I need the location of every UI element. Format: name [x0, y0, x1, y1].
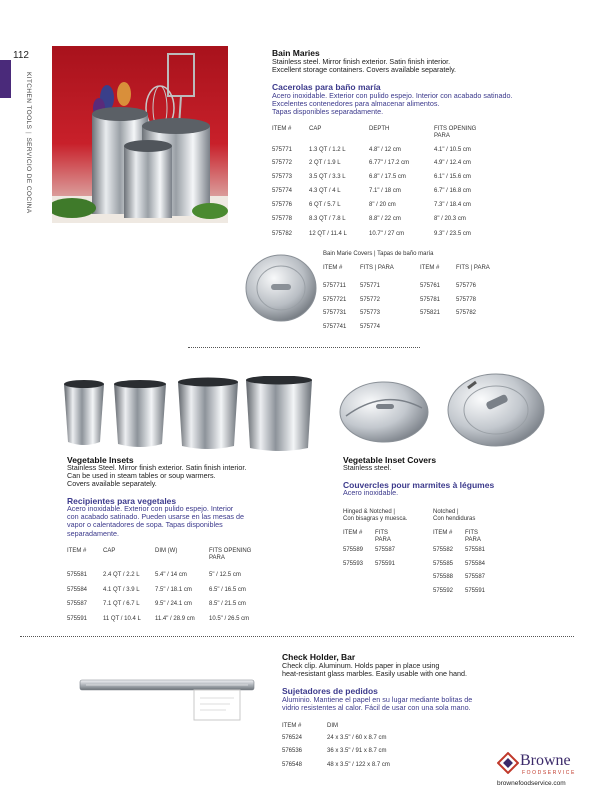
- vegetable-inset-covers-title: Vegetable Inset Covers: [343, 455, 437, 465]
- table-cell: 575772: [360, 297, 381, 303]
- browne-logo-name: Browne: [520, 752, 571, 769]
- description-line: separadamente.: [67, 528, 119, 538]
- table-cell: 7.1" / 18 cm: [369, 188, 401, 194]
- table-cell: 576524: [282, 735, 303, 741]
- column-header-line: FITS: [375, 530, 388, 536]
- covers-title: Bain Marie Covers | Tapas de baño maría: [323, 251, 434, 257]
- column-header-line: PARA: [375, 537, 391, 543]
- table-cell: 575581: [465, 547, 486, 553]
- column-header: [434, 126, 476, 140]
- table-cell: 4.3 QT / 4 L: [309, 188, 341, 194]
- bain-maries-title-es: Cacerolas para baño maría: [272, 82, 381, 92]
- group-header-line: Hinged & Notched |: [343, 509, 395, 515]
- table-cell: 7.5" / 18.1 cm: [155, 587, 192, 593]
- column-header: ITEM #: [420, 265, 440, 271]
- table-cell: 11 QT / 10.4 L: [103, 616, 141, 622]
- divider: [188, 347, 420, 348]
- table-cell: 10.5" / 26.5 cm: [209, 616, 250, 622]
- group-header-hinged: [343, 509, 407, 523]
- table-cell: 575587: [465, 574, 486, 580]
- column-header: ITEM #: [272, 126, 292, 132]
- table-cell: 575773: [360, 310, 381, 316]
- bain-maries-description-es: [272, 92, 513, 117]
- column-header: ITEM #: [282, 723, 302, 729]
- vegetable-inset-covers-table: [343, 509, 543, 599]
- vegetable-insets-title: Vegetable Insets: [67, 455, 134, 465]
- column-header: CAP: [103, 548, 116, 554]
- table-cell: 575821: [420, 310, 441, 316]
- column-header: ITEM #: [323, 265, 343, 271]
- table-cell: 575781: [420, 297, 441, 303]
- table-cell: 575782: [456, 310, 477, 316]
- table-cell: 5757711: [323, 283, 346, 289]
- column-header-line: PARA: [465, 537, 481, 543]
- column-header-line: FITS OPENING: [209, 548, 252, 554]
- check-holder-description: [282, 662, 467, 678]
- column-header-line: PARA: [434, 133, 450, 139]
- description-line: vidrio resistentes al calor. Fácil de usar con una sola mano.: [282, 703, 471, 713]
- table-cell: 575591: [465, 588, 486, 594]
- table-cell: 2 QT / 1.9 L: [309, 160, 341, 166]
- description-line: Covers available separately.: [67, 479, 157, 489]
- page-number: 112: [13, 50, 29, 61]
- table-cell: 5.4" / 14 cm: [155, 572, 187, 578]
- browne-logo-icon: [497, 752, 519, 774]
- table-cell: 36 x 3.5" / 91 x 8.7 cm: [327, 748, 387, 754]
- description-line: Excellent storage containers. Covers available separately.: [272, 65, 457, 75]
- description-line: con acabado satinado. Pueden usarse en las mesas de: [67, 512, 245, 522]
- vegetable-inset-covers-title-es: Couvercles pour marmites à légumes: [343, 480, 495, 490]
- vegetable-insets-description-es: [67, 505, 244, 538]
- group-header-line: Con hendiduras: [433, 516, 476, 522]
- vegetable-insets-table: [67, 548, 297, 628]
- vegetable-insets-title-es: Recipientes para vegetales: [67, 496, 177, 506]
- vegetable-insets-photo: [60, 376, 314, 454]
- check-holder-table: [282, 723, 482, 773]
- browne-logo-subtitle: FOODSERVICE: [522, 770, 576, 776]
- vegetable-inset-covers-description-es: Acero inoxidable.: [343, 488, 399, 497]
- table-cell: 575771: [272, 147, 293, 153]
- column-header-line: FITS OPENING: [434, 126, 477, 132]
- table-cell: 576536: [282, 748, 303, 754]
- table-cell: 575761: [420, 283, 441, 289]
- inset-small: [64, 380, 104, 445]
- table-cell: 4.9" / 12.4 cm: [434, 160, 471, 166]
- table-cell: 575592: [433, 588, 454, 594]
- description-line: Tapas disponibles separadamente.: [272, 107, 384, 117]
- column-header: [209, 548, 251, 562]
- description-line: heat-resistant glass marbles. Easily usable with one hand.: [282, 669, 467, 679]
- section-label: [25, 72, 32, 214]
- check-holder-title: Check Holder, Bar: [282, 652, 356, 662]
- table-cell: 2.4 QT / 2.2 L: [103, 572, 140, 578]
- table-cell: 48 x 3.5" / 122 x 8.7 cm: [327, 762, 390, 768]
- table-cell: 575776: [272, 202, 293, 208]
- table-cell: 5757741: [323, 324, 347, 330]
- description-line: Stainless Steel. Mirror finish exterior. Satin finish interior.: [67, 463, 247, 472]
- column-header: CAP: [309, 126, 322, 132]
- column-header: DEPTH: [369, 126, 390, 132]
- table-cell: 12 QT / 11.4 L: [309, 231, 347, 237]
- table-cell: 6.7" / 16.8 cm: [434, 188, 471, 194]
- description-line: vapor o calentadores de sopa. Tapas disponibles: [67, 520, 223, 530]
- table-cell: 24 x 3.5" / 60 x 8.7 cm: [327, 735, 387, 741]
- table-cell: 3.5 QT / 3.3 L: [309, 174, 346, 180]
- check-holder-title-es: Sujetadores de pedidos: [282, 686, 378, 696]
- group-header-line: Notched |: [433, 509, 459, 515]
- description-line: Excelentes contenedores para almacenar alimentos.: [272, 99, 440, 109]
- section-separator: |: [25, 132, 32, 135]
- table-cell: 575581: [67, 572, 88, 578]
- table-cell: 575771: [360, 283, 381, 289]
- table-cell: 575593: [343, 561, 364, 567]
- table-cell: 575588: [433, 574, 454, 580]
- description-line: Acero inoxidable. Exterior con pulido espejo. Interior con acabado satinado.: [272, 91, 513, 100]
- check-holder-photo: [78, 670, 256, 722]
- table-cell: 575591: [375, 561, 396, 567]
- table-cell: 9.5" / 24.1 cm: [155, 601, 192, 607]
- bain-marie-cover-photo: [244, 250, 319, 325]
- table-cell: 5757721: [323, 297, 347, 303]
- bain-maries-table: [272, 126, 572, 246]
- column-header-line: FITS: [465, 530, 478, 536]
- table-cell: 1.3 QT / 1.2 L: [309, 147, 346, 153]
- table-cell: 575778: [456, 297, 477, 303]
- vegetable-inset-covers-photo: [336, 368, 548, 452]
- description-line: Aluminio. Mantiene el papel en su lugar mediante bolitas de: [282, 695, 473, 704]
- bain-marie-covers-table: [323, 265, 523, 335]
- table-cell: 575774: [360, 324, 381, 330]
- website-url: brownefoodservice.com: [497, 780, 566, 787]
- column-header: ITEM #: [343, 530, 363, 536]
- divider: [20, 636, 574, 637]
- table-cell: 575774: [272, 188, 293, 194]
- table-cell: 575776: [456, 283, 477, 289]
- description-line: Can be used in steam tables or soup warmers.: [67, 471, 216, 481]
- table-cell: 5757731: [323, 310, 347, 316]
- vegetable-insets-description: [67, 464, 246, 489]
- table-cell: 8.5" / 21.5 cm: [209, 601, 246, 607]
- table-cell: 7.1 QT / 6.7 L: [103, 601, 140, 607]
- table-cell: 10.7" / 27 cm: [369, 231, 405, 237]
- bain-marie-photo: [52, 46, 228, 223]
- table-cell: 4.1" / 10.5 cm: [434, 147, 471, 153]
- description-line: Stainless steel. Mirror finish exterior. Satin finish interior.: [272, 57, 451, 66]
- section-tab: [0, 60, 11, 98]
- column-header: [465, 530, 481, 544]
- description-line: Acero inoxidable. Exterior con pulido espejo. Interior: [67, 504, 234, 513]
- table-cell: 5" / 12.5 cm: [209, 572, 241, 578]
- table-cell: 575587: [375, 547, 396, 553]
- table-cell: 575585: [433, 561, 454, 567]
- table-cell: 575584: [465, 561, 486, 567]
- column-header: FITS | PARA: [360, 265, 394, 271]
- table-cell: 4.1 QT / 3.9 L: [103, 587, 140, 593]
- column-header: DIM: [327, 723, 338, 729]
- table-cell: 575589: [343, 547, 364, 553]
- table-cell: 6.8" / 17.5 cm: [369, 174, 406, 180]
- table-cell: 6.1" / 15.6 cm: [434, 174, 471, 180]
- table-cell: 575584: [67, 587, 88, 593]
- table-cell: 8" / 20.3 cm: [434, 216, 466, 222]
- column-header: FITS | PARA: [456, 265, 490, 271]
- section-label-en: KITCHEN TOOLS: [25, 72, 32, 130]
- table-cell: 4.8" / 12 cm: [369, 147, 401, 153]
- table-cell: 575582: [433, 547, 454, 553]
- table-cell: 575587: [67, 601, 88, 607]
- bain-maries-title: Bain Maries: [272, 48, 320, 58]
- column-header-line: PARA: [209, 555, 225, 561]
- table-cell: 575591: [67, 616, 88, 622]
- column-header: [375, 530, 391, 544]
- table-cell: 8" / 20 cm: [369, 202, 396, 208]
- table-cell: 6.77" / 17.2 cm: [369, 160, 410, 166]
- column-header: ITEM #: [433, 530, 453, 536]
- table-cell: 11.4" / 28.9 cm: [155, 616, 195, 622]
- table-cell: 8.3 QT / 7.8 L: [309, 216, 346, 222]
- table-cell: 576548: [282, 762, 303, 768]
- table-cell: 7.3" / 18.4 cm: [434, 202, 471, 208]
- check-holder-description-es: [282, 696, 472, 712]
- description-line: Check clip. Aluminum. Holds paper in place using: [282, 661, 440, 670]
- vegetable-inset-covers-description: Stainless steel.: [343, 463, 392, 472]
- column-header: ITEM #: [67, 548, 87, 554]
- table-cell: 8.8" / 22 cm: [369, 216, 401, 222]
- table-cell: 9.3" / 23.5 cm: [434, 231, 471, 237]
- bain-maries-description: [272, 58, 456, 74]
- table-cell: 6.5" / 16.5 cm: [209, 587, 246, 593]
- group-header-notched: [433, 509, 475, 523]
- group-header-line: Con bisagras y muesca.: [343, 516, 408, 522]
- section-label-es: SERVICIO DE COCINA: [25, 137, 32, 214]
- table-cell: 575772: [272, 160, 293, 166]
- table-cell: 575778: [272, 216, 293, 222]
- table-cell: 575782: [272, 231, 293, 237]
- column-header: DIM (W): [155, 548, 178, 554]
- table-cell: 575773: [272, 174, 293, 180]
- table-cell: 6 QT / 5.7 L: [309, 202, 341, 208]
